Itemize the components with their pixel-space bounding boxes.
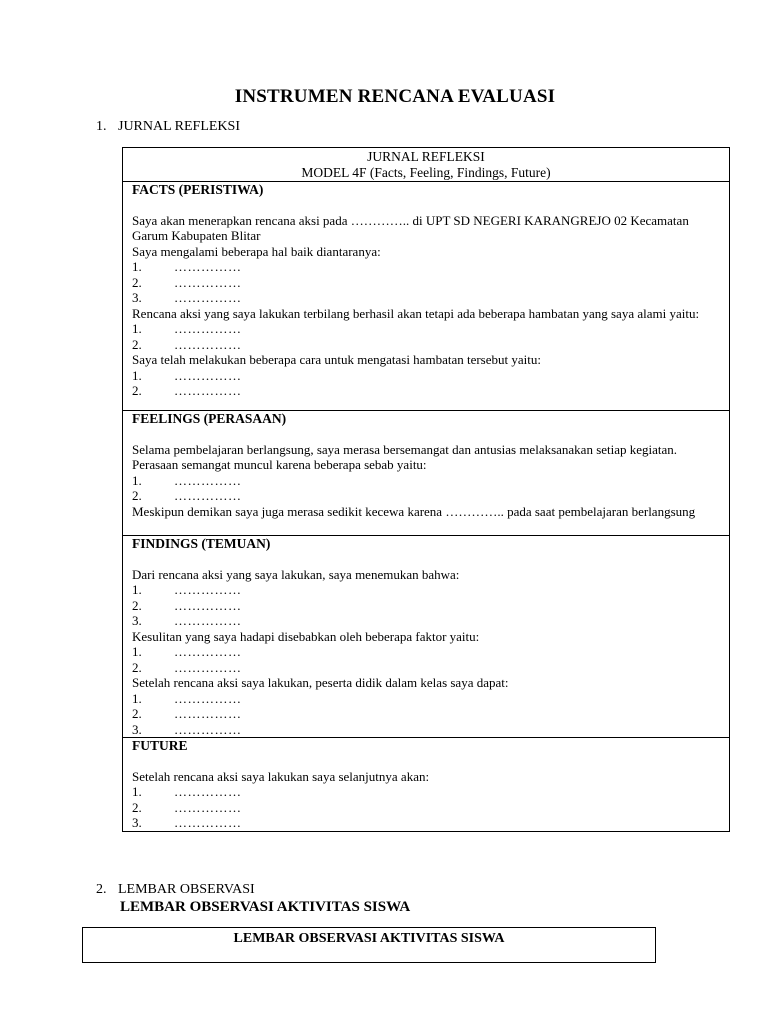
findings-paragraph-3: Setelah rencana aksi saya lakukan, peserta didik dalam kelas saya dapat: — [132, 675, 509, 690]
findings-paragraph-2: Kesulitan yang saya hadapi disebabkan oleh beberapa faktor yaitu: — [132, 628, 480, 644]
list-item: 3. …………… — [132, 721, 242, 737]
list-item: 2. …………… — [132, 597, 242, 613]
list-item: 1. …………… — [132, 644, 242, 659]
feelings-paragraph-1: Selama pembelajaran berlangsung, saya merasa bersemangat dan antusias melaksanakan setiap kegiatan. Perasaan semangat muncul karena beberapa sebab yaitu: — [132, 441, 678, 472]
feelings-paragraph-2: Meskipun demikan saya juga merasa sedikit kecewa karena ………….. pada saat pembelajaran berlangsung — [132, 503, 696, 519]
list-item: 1. …………… — [132, 472, 242, 488]
future-cell — [123, 738, 730, 832]
section-1-label: JURNAL REFLEKSI — [118, 119, 240, 134]
list-item: 2. …………… — [132, 799, 242, 815]
facts-cell — [123, 182, 730, 411]
jurnal-table-header — [123, 148, 730, 182]
list-item: 3. …………… — [132, 613, 242, 628]
list-item: 2. …………… — [132, 336, 242, 352]
list-item: 3. …………… — [132, 815, 242, 830]
section-1-heading — [96, 119, 240, 135]
section-2-label: LEMBAR OBSERVASI — [118, 882, 255, 897]
observasi-box-title: LEMBAR OBSERVASI AKTIVITAS SISWA — [233, 931, 505, 946]
list-item: 3. …………… — [132, 290, 242, 305]
list-item: 1. …………… — [132, 784, 242, 799]
facts-paragraph-4: Saya telah melakukan beberapa cara untuk mengatasi hambatan tersebut yaitu: — [132, 352, 541, 367]
observasi-table-header — [82, 927, 656, 963]
list-item: 1. …………… — [132, 690, 242, 706]
future-title: FUTURE — [132, 738, 188, 753]
future-paragraph-1: Setelah rencana aksi saya lakukan saya selanjutnya akan: — [132, 768, 430, 784]
facts-paragraph-1: Saya akan menerapkan rencana aksi pada ………….. di UPT SD NEGERI KARANGREJO 02 Kecamatan Garum Kabupaten Blitar — [132, 212, 689, 243]
observasi-heading: LEMBAR OBSERVASI AKTIVITAS SISWA — [120, 899, 411, 915]
facts-title: FACTS (PERISTIWA) — [132, 182, 264, 197]
list-item: 1. …………… — [132, 321, 242, 336]
section-2-heading — [96, 882, 255, 898]
list-item: 1. …………… — [132, 582, 242, 597]
list-item: 1. …………… — [132, 367, 242, 383]
findings-paragraph-1: Dari rencana aksi yang saya lakukan, saya menemukan bahwa: — [132, 566, 460, 582]
list-item: 2. …………… — [132, 488, 242, 503]
findings-cell — [123, 536, 730, 738]
list-item: 2. …………… — [132, 274, 242, 290]
facts-paragraph-2: Saya mengalami beberapa hal baik diantaranya: — [132, 243, 381, 259]
section-1-number: 1. — [96, 119, 107, 134]
findings-title: FINDINGS (TEMUAN) — [132, 536, 271, 551]
list-item: 2. …………… — [132, 706, 242, 721]
list-item: 2. …………… — [132, 659, 242, 675]
list-item: 1. …………… — [132, 259, 242, 274]
feelings-title: FEELINGS (PERASAAN) — [132, 411, 287, 426]
feelings-cell — [123, 411, 730, 536]
jurnal-header-line1: JURNAL REFLEKSI — [367, 149, 485, 164]
facts-paragraph-3: Rencana aksi yang saya lakukan terbilang berhasil akan tetapi ada beberapa hambatan yang saya alami yaitu: — [132, 305, 700, 321]
jurnal-header-line2: MODEL 4F (Facts, Feeling, Findings, Future) — [301, 164, 551, 180]
document-title: INSTRUMEN RENCANA EVALUASI — [234, 86, 556, 107]
section-2-number: 2. — [96, 882, 107, 897]
list-item: 2. …………… — [132, 383, 242, 398]
jurnal-refleksi-table — [122, 147, 730, 832]
